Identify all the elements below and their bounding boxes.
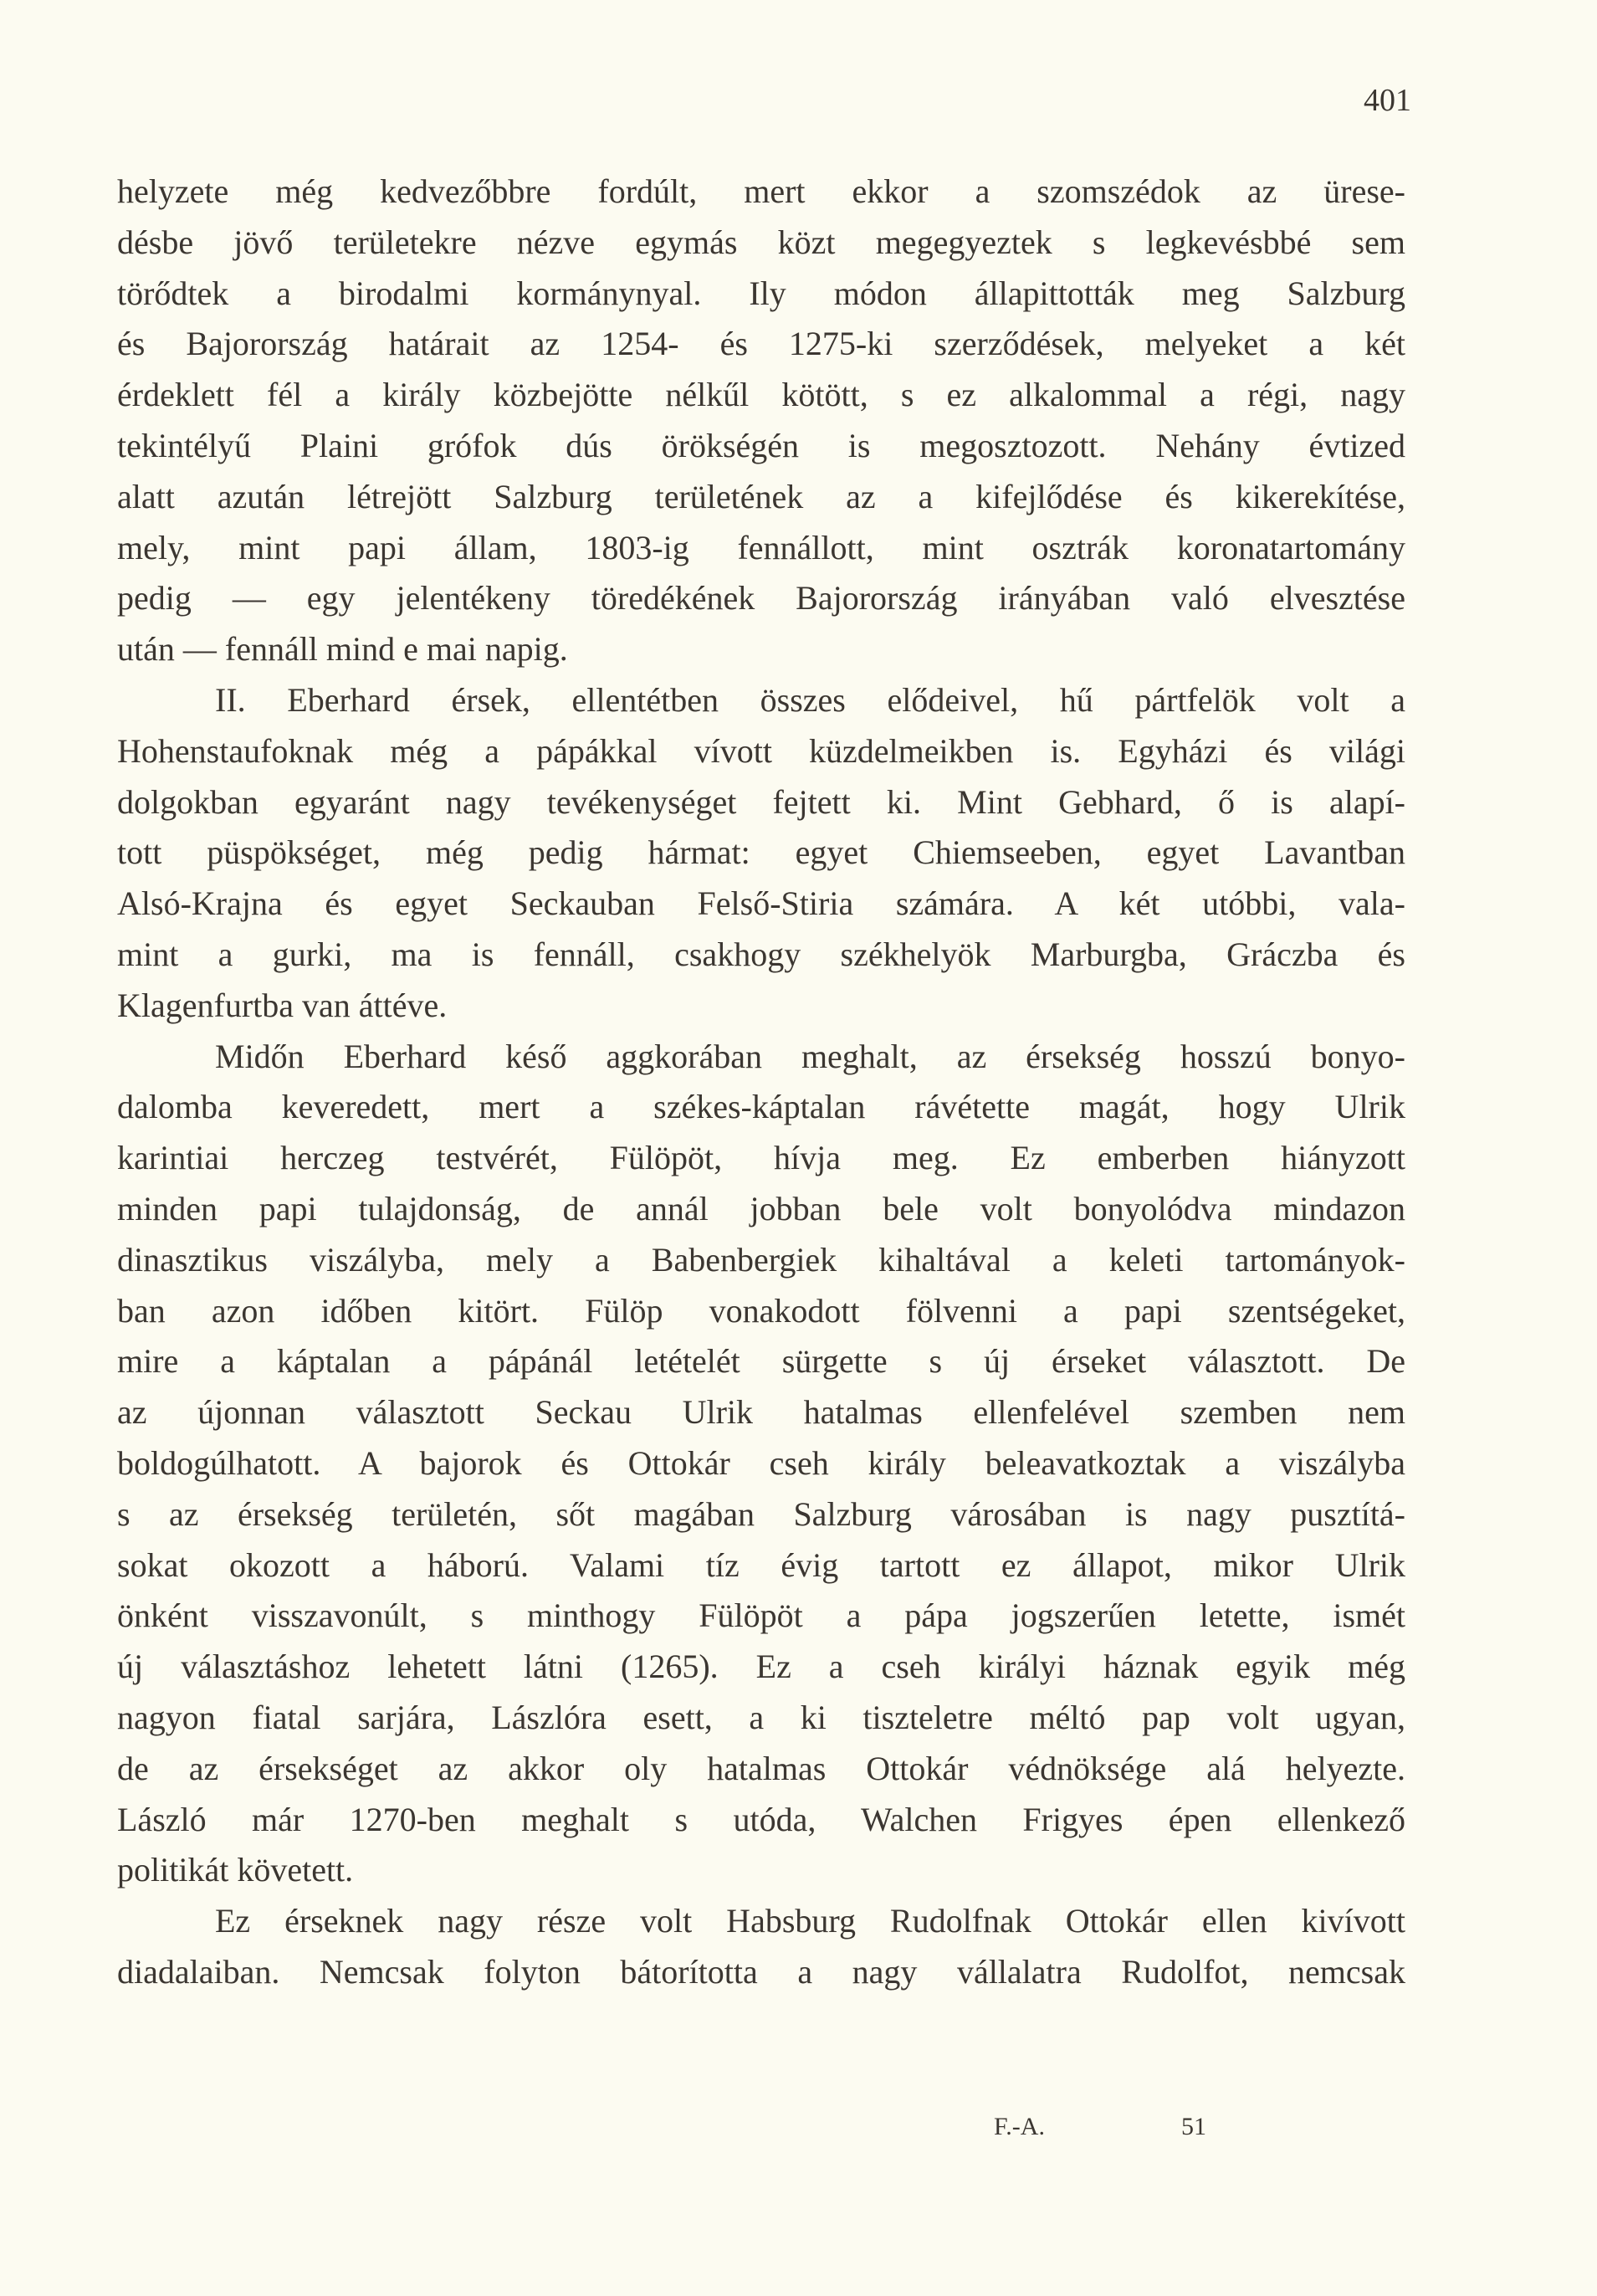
text-line: nagyon fiatal sarjára, Lászlóra esett, a ki tiszteletre méltó pap volt ugyan, [117, 1698, 1405, 1736]
text-line: dinasztikus viszályba, mely a Babenbergiek kihaltával a keleti tartományok- [117, 1240, 1405, 1279]
text-line: önként visszavonúlt, s minthogy Fülöpöt a pápa jogszerűen letette, ismét [117, 1596, 1405, 1635]
text-line: az újonnan választott Seckau Ulrik hatalmas ellenfelével szemben nem [117, 1393, 1405, 1432]
text-line: érdeklett fél a király közbejötte nélkűl kötött, s ez alkalommal a régi, nagy [117, 376, 1405, 414]
text-line: s az érsekség területén, sőt magában Salzburg városában is nagy pusztítá- [117, 1494, 1405, 1533]
text-line: pedig — egy jelentékeny töredékének Bajorország irányában való elvesztése [117, 579, 1405, 618]
text-line: törődtek a birodalmi kormánynyal. Ily módon állapittották meg Salzburg [117, 274, 1405, 312]
page-number: 401 [1364, 83, 1411, 118]
text-line: és Bajorország határait az 1254- és 1275-ki szerződések, melyeket a két [117, 325, 1405, 363]
text-line: mely, mint papi állam, 1803-ig fennállott, mint osztrák koronatartomány [117, 528, 1405, 566]
text-line: dolgokban egyaránt nagy tevékenységet fejtett ki. Mint Gebhard, ő is alapí- [117, 782, 1405, 821]
text-line: alatt azután létrejött Salzburg területének az a kifejlődése és kikerekítése, [117, 477, 1405, 515]
text-line: karintiai herczeg testvérét, Fülöpöt, hívja meg. Ez emberben hiányzott [117, 1139, 1405, 1177]
text-line: helyzete még kedvezőbbre fordúlt, mert ekkor a szomszédok az ürese- [117, 172, 1405, 210]
text-line: Midőn Eberhard késő aggkorában meghalt, az érsekség hosszú bonyo- [215, 1037, 1405, 1075]
text-line: II. Eberhard érsek, ellentétben összes elődeivel, hű pártfelök volt a [215, 680, 1405, 719]
text-line: László már 1270-ben meghalt s utóda, Walchen Frigyes épen ellenkező [117, 1800, 1405, 1838]
footer-sheet-number: 51 [1181, 2113, 1206, 2140]
text-line: dalomba keveredett, mert a székes-káptalan rávétette magát, hogy Ulrik [117, 1088, 1405, 1126]
text-line: mire a káptalan a pápánál letételét sürgette s új érseket választott. De [117, 1342, 1405, 1381]
text-line: diadalaiban. Nemcsak folyton bátorította a nagy vállalatra Rudolfot, nemcsak [117, 1952, 1405, 1991]
footer-signature: F.-A. [994, 2113, 1045, 2140]
text-line: mint a gurki, ma is fennáll, csakhogy székhelyök Marburgba, Gráczba és [117, 935, 1405, 973]
body-text [117, 167, 1405, 1998]
text-line: Hohenstaufoknak még a pápákkal vívott küzdelmeikben is. Egyházi és világi [117, 731, 1405, 770]
text-line: sokat okozott a háború. Valami tíz évig tartott ez állapot, mikor Ulrik [117, 1545, 1405, 1584]
text-line: minden papi tulajdonság, de annál jobban bele volt bonyolódva mindazon [117, 1189, 1405, 1227]
text-line: Alsó-Krajna és egyet Seckauban Felső-Stiria számára. A két utóbbi, vala- [117, 884, 1405, 923]
text-line: de az érsekséget az akkor oly hatalmas Ottokár védnöksége alá helyezte. [117, 1749, 1405, 1787]
text-line: tekintélyű Plaini grófok dús örökségén is megosztozott. Nehány évtized [117, 426, 1405, 464]
text-line: új választáshoz lehetett látni (1265). Ez a cseh királyi háznak egyik még [117, 1648, 1405, 1686]
text-line: boldogúlhatott. A bajorok és Ottokár cseh király beleavatkoztak a viszályba [117, 1443, 1405, 1482]
text-line: Ez érseknek nagy része volt Habsburg Rudolfnak Ottokár ellen kivívott [215, 1902, 1405, 1940]
text-line: tott püspökséget, még pedig hármat: egyet Chiemseeben, egyet Lavantban [117, 833, 1405, 872]
text-line: ban azon időben kitört. Fülöp vonakodott fölvenni a papi szentségeket, [117, 1291, 1405, 1330]
text-line: désbe jövő területekre nézve egymás közt megegyeztek s legkevésbbé sem [117, 223, 1405, 261]
text-line: után — fennáll mind e mai napig. [117, 630, 568, 669]
text-line: politikát követett. [117, 1851, 354, 1889]
text-line: Klagenfurtba van áttéve. [117, 986, 448, 1024]
